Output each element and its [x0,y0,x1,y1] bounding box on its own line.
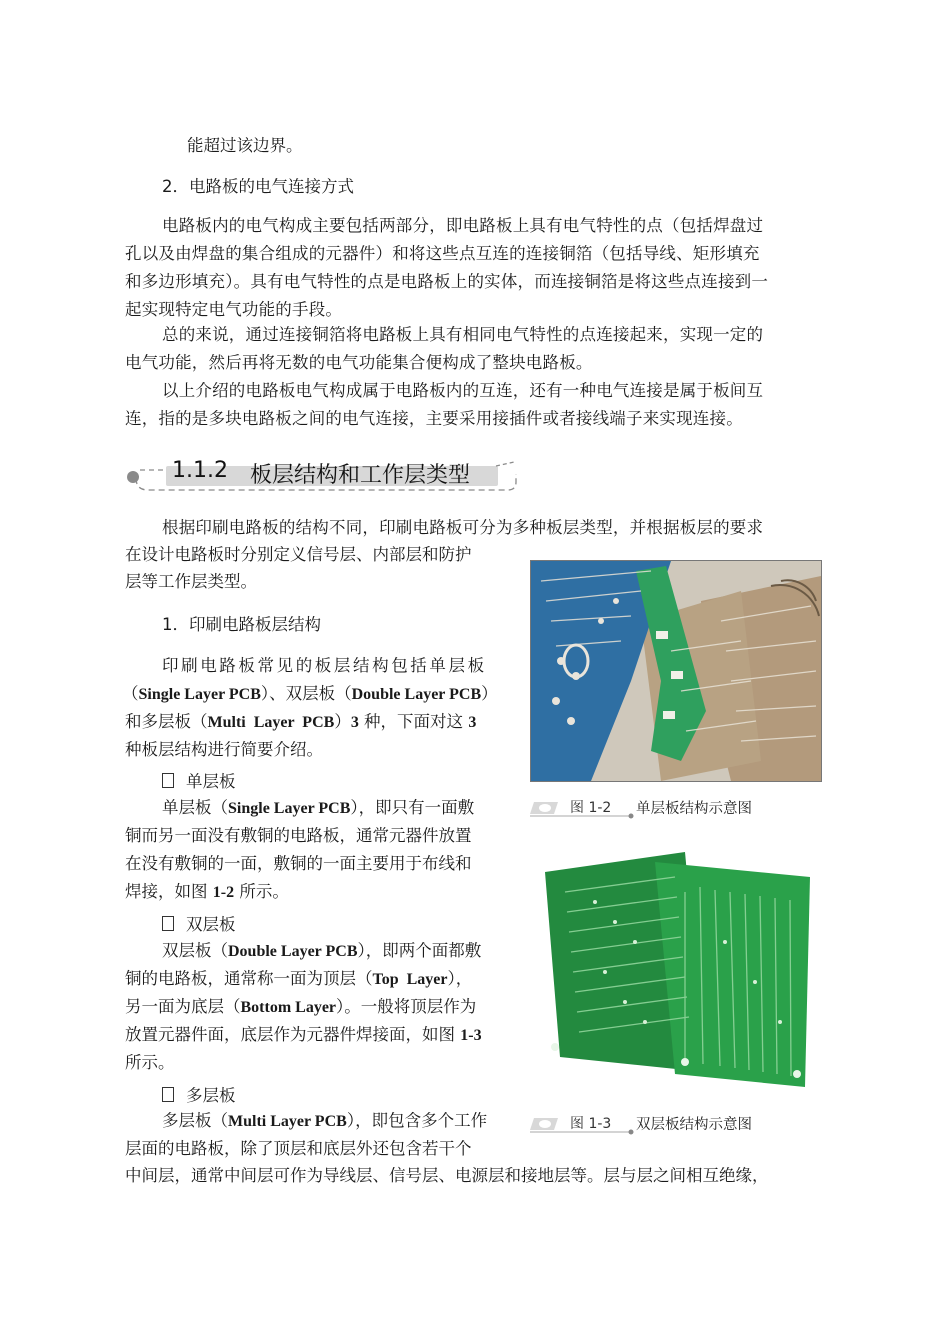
single-layer-pcb-illustration [531,561,821,781]
subheading-pcb-layer-structure: 1．印刷电路板层结构 [162,615,321,634]
paragraph-line: 在没有敷铜的一面，敷铜的一面主要用于布线和 [125,854,472,873]
text-run: 双层板（ [162,941,228,960]
paragraph-line: 电气功能，然后再将无数的电气功能集合便构成了整块电路板。 [125,353,593,372]
paragraph-line [125,708,476,738]
text-run: Single Layer PCB [228,800,351,817]
figure-caption-text: 单层板结构示意图 [636,801,752,817]
text-run: 另一面为底层（ [125,997,241,1016]
paragraph-line [122,680,498,710]
text-run: ），即两个面都敷 [357,941,482,960]
double-layer-pcb-illustration [535,852,820,1092]
text-run: 焊接，如图 [125,882,213,901]
text-run: 多层板（ [162,1111,228,1130]
text-run: 所示。 [234,882,289,901]
text-run: 1-2 [212,884,235,901]
text-run: 单层板（ [162,798,228,817]
text-run: ），即只有一面敷 [350,798,475,817]
figure-1-3-image [535,852,820,1092]
text-run: Double Layer PCB [351,686,482,703]
bullet-box-icon [162,773,174,788]
text-run: Top Layer [372,971,448,988]
text-run: Single Layer PCB [138,686,261,703]
paragraph-line: 印刷电路板常见的板层结构包括单层板 [162,656,487,675]
section-number: 1.1.2 [172,458,228,483]
text-run: 和多层板（ [125,712,208,731]
paragraph-line [125,878,289,908]
paragraph-line: 总的来说，通过连接铜箔将电路板上具有相同电气特性的点连接起来，实现一定的 [162,325,764,344]
paragraph-line: 层等工作层类型。 [125,572,257,591]
bullet-label: 单层板 [186,772,236,791]
paragraph-line [162,937,481,967]
paragraph-line: 和多边形填充）。具有电气特性的点是电路板上的实体，而连接铜箔是将这些点连接到一 [125,272,769,291]
paragraph-line: 所示。 [125,1053,175,1072]
figure-1-2-image [530,560,822,782]
paragraph-line [162,1107,487,1137]
paragraph-line: 孔以及由焊盘的集合组成的元器件）和将这些点互连的连接铜箔（包括导线、矩形填充 [125,244,760,263]
text-run: Bottom Layer [240,999,337,1016]
text-run: ）。一般将顶层作为 [336,997,477,1016]
text-run: ）， [447,969,473,988]
paragraph-line: 以上介绍的电路板电气构成属于电路板内的互连，还有一种电气连接是属于板间互 [162,381,764,400]
text-run: 3 [468,714,477,731]
paragraph-line [162,794,474,824]
text-run: ）、双层板（ [260,684,352,703]
paragraph-line: 中间层，通常中间层可作为导线层、信号层、电源层和接地层等。层与层之间相互绝缘， [125,1166,769,1185]
text-run: ），即包含多个工作 [346,1111,488,1130]
section-title: 板层结构和工作层类型 [250,463,471,488]
figure-1-3-caption [530,1112,830,1138]
figure-number: 图 1-3 [570,1116,612,1132]
bullet-single-layer [162,768,236,792]
bullet-multi-layer [162,1082,236,1106]
figure-1-2-caption [530,796,830,822]
bullet-box-icon [162,1087,174,1102]
text-run: 1-3 [460,1027,482,1044]
text-run: Multi Layer PCB [207,714,335,731]
text-run: ） [481,684,498,703]
paragraph-line [125,993,476,1023]
paragraph-line: 根据印刷电路板的结构不同，印刷电路板可分为多种板层类型，并根据板层的要求 [162,518,764,537]
paragraph-line: 起实现特定电气功能的手段。 [125,300,343,319]
figure-caption-text: 双层板结构示意图 [636,1117,752,1133]
text-run: （ [122,684,139,703]
section-heading [124,452,524,497]
text-run: 种，下面对这 [358,712,469,731]
text-run: ） [334,712,351,731]
subheading-electrical-connection: 2．电路板的电气连接方式 [162,177,354,196]
text-line: 能超过该边界。 [187,136,303,155]
paragraph-line: 层面的电路板，除了顶层和底层外还包含若干个 [125,1139,472,1158]
paragraph-line [125,965,472,995]
text-run: 放置元器件面，底层作为元器件焊接面，如图 [125,1025,461,1044]
bullet-box-icon [162,916,174,931]
bullet-label: 多层板 [186,1086,236,1105]
paragraph-line: 铜而另一面没有敷铜的电路板，通常元器件放置 [125,826,472,845]
paragraph-line: 在设计电路板时分别定义信号层、内部层和防护 [125,545,472,564]
text-run: Double Layer PCB [228,943,358,960]
bullet-double-layer [162,911,236,935]
text-run: Multi Layer PCB [228,1113,347,1130]
paragraph-line: 电路板内的电气构成主要包括两部分，即电路板上具有电气特性的点（包括焊盘过 [162,216,764,235]
figure-number: 图 1-2 [570,800,612,816]
text-run: 铜的电路板，通常称一面为顶层（ [125,969,373,988]
paragraph-line [125,1021,482,1051]
paragraph-line: 种板层结构进行简要介绍。 [125,740,323,759]
bullet-label: 双层板 [186,915,236,934]
paragraph-line: 连，指的是多块电路板之间的电气连接，主要采用接插件或者接线端子来实现连接。 [125,409,743,428]
text-run: 3 [350,714,359,731]
